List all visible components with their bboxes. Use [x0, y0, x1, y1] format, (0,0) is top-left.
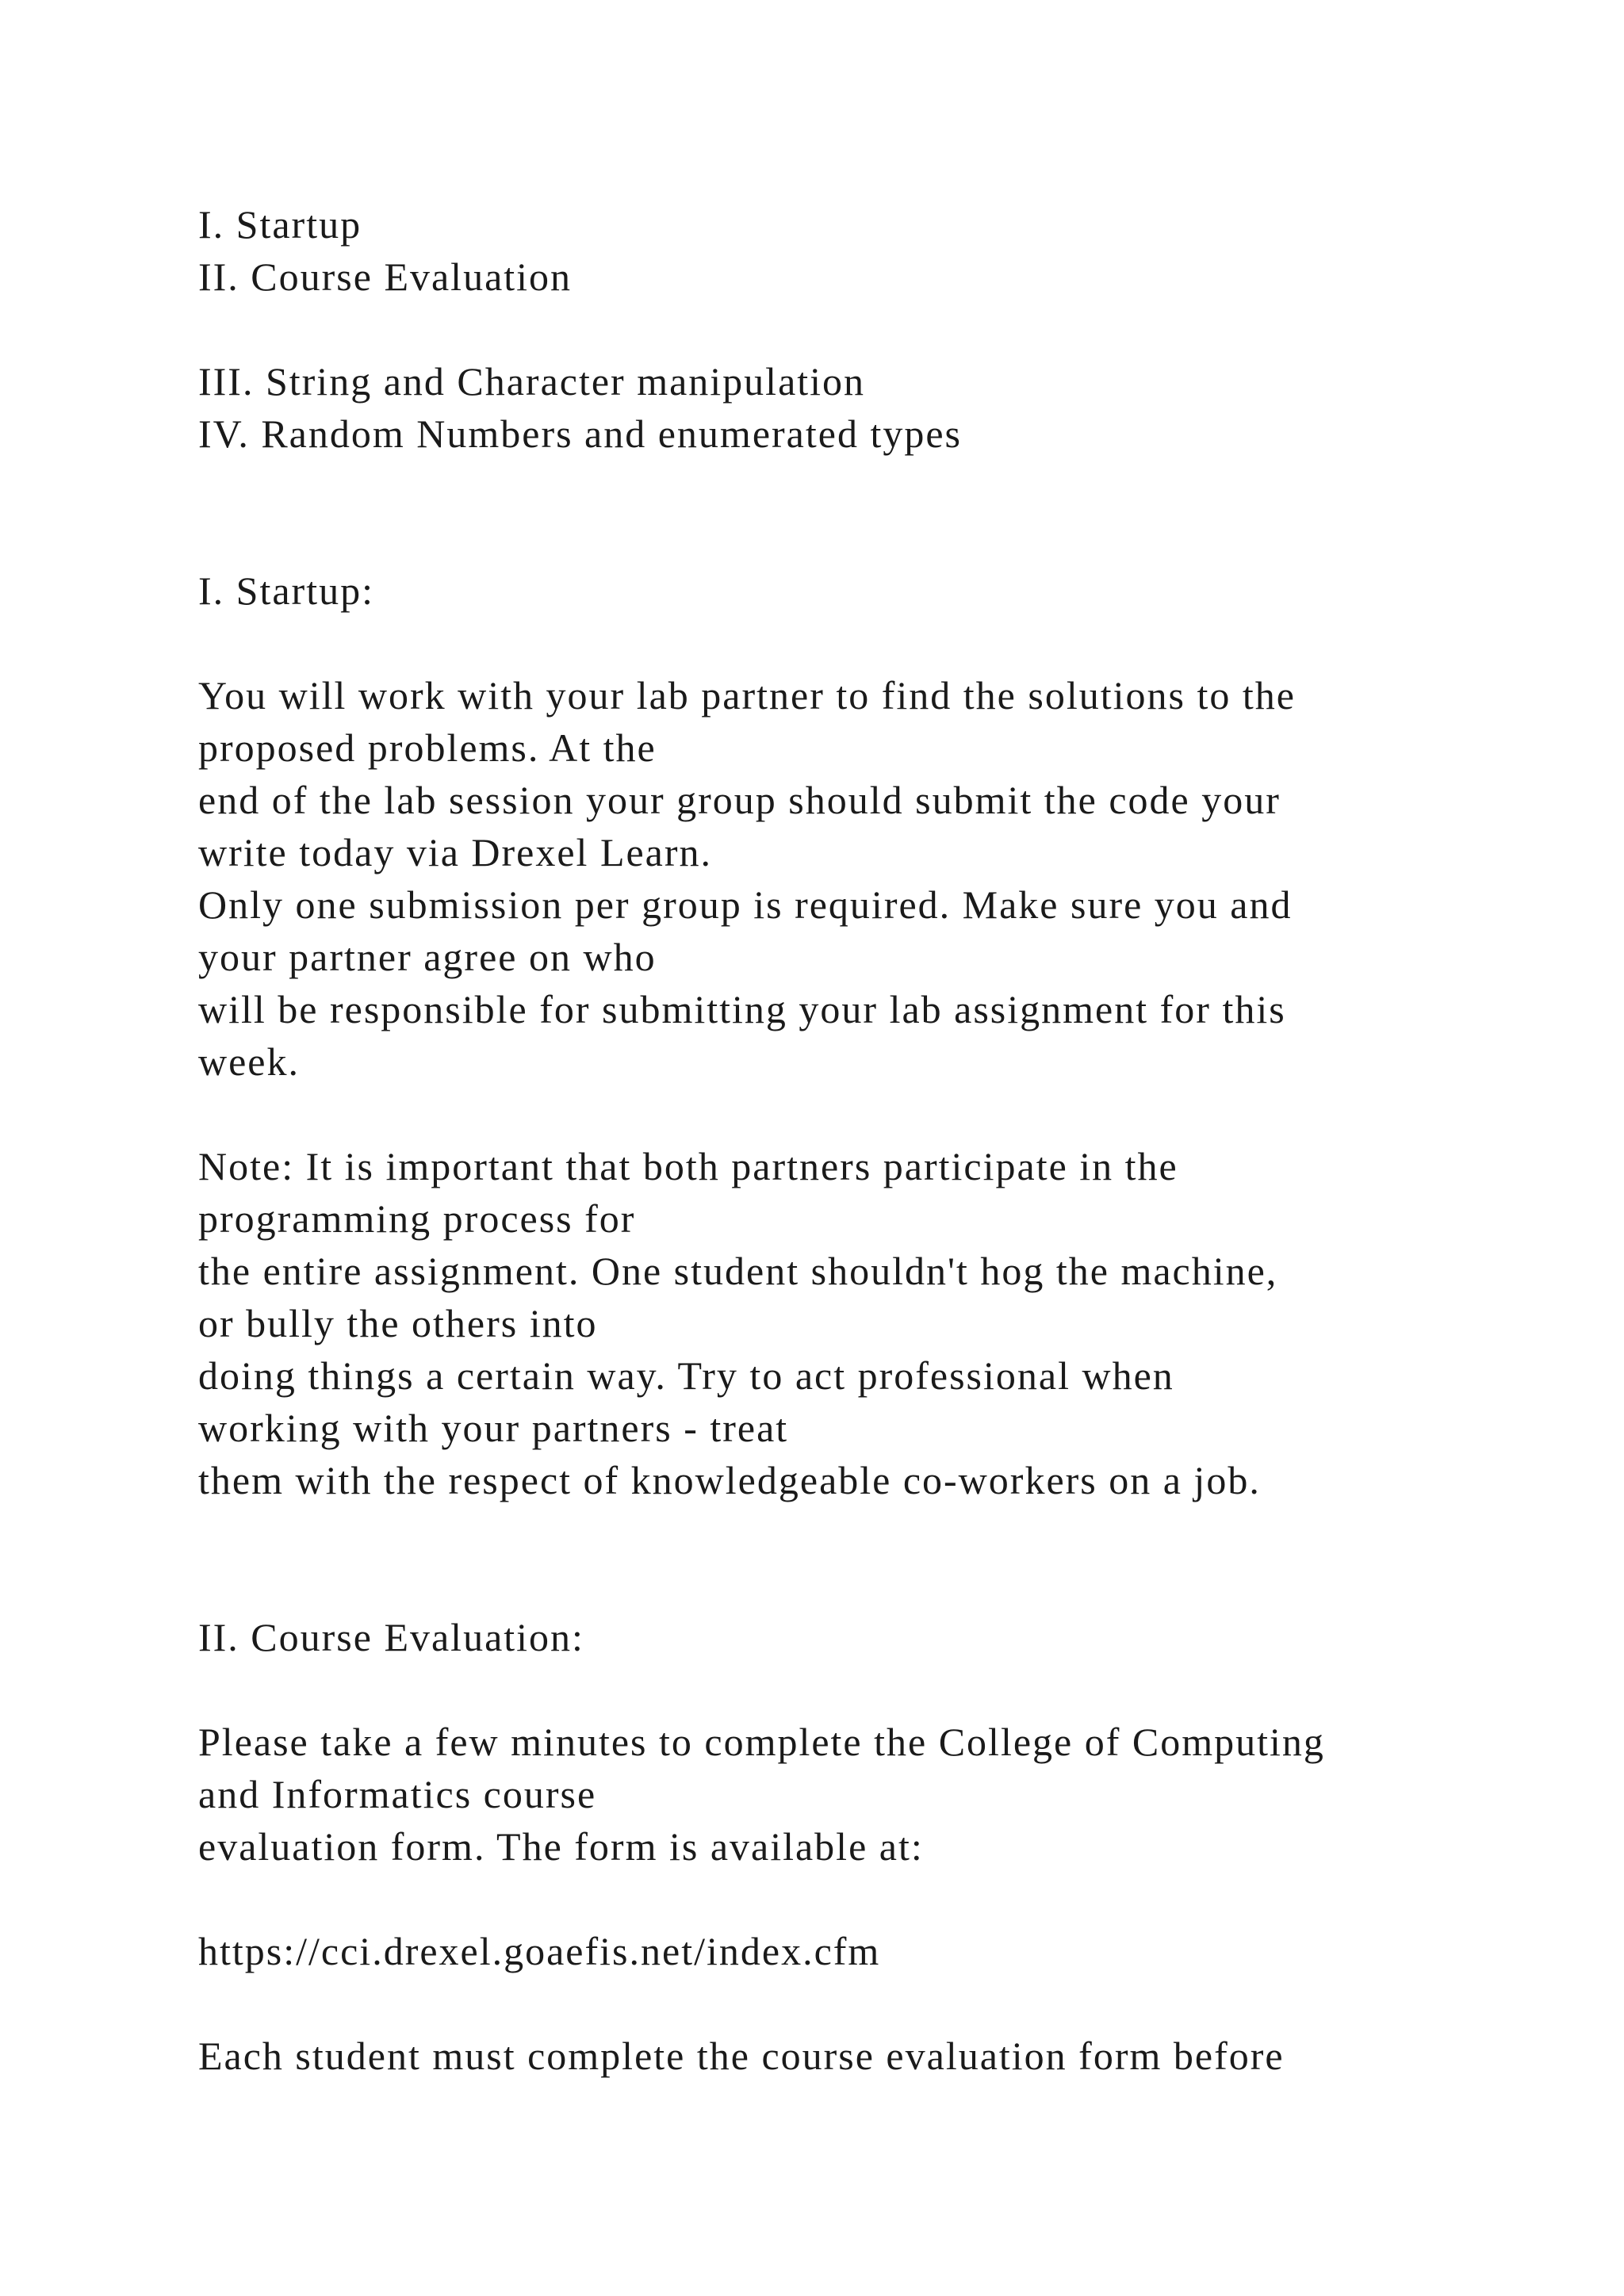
paragraph-line: working with your partners - treat [198, 1406, 789, 1450]
paragraph-line: evaluation form. The form is available at: [198, 1824, 924, 1869]
section-heading-startup: I. Startup: [198, 568, 374, 613]
spacer [198, 1873, 1546, 1925]
spacer [198, 460, 1546, 512]
toc-item-random-numbers: IV. Random Numbers and enumerated types [198, 411, 962, 456]
toc-item-string-manipulation: III. String and Character manipulation [198, 359, 866, 404]
paragraph-line: will be responsible for submitting your lab assignment for this [198, 987, 1286, 1031]
paragraph-line: Note: It is important that both partners participate in the [198, 1144, 1178, 1188]
paragraph-line: or bully the others into [198, 1301, 598, 1345]
paragraph-line: your partner agree on who [198, 935, 657, 979]
spacer [198, 1977, 1546, 2030]
toc-item-startup: I. Startup [198, 202, 362, 247]
toc-item-course-evaluation: II. Course Evaluation [198, 254, 573, 299]
evaluation-paragraph-2 [198, 2030, 1546, 2082]
table-of-contents [198, 198, 1546, 460]
evaluation-url: https://cci.drexel.goaefis.net/index.cfm [198, 1929, 881, 1973]
paragraph-line: Only one submission per group is required. Make sure you and [198, 882, 1293, 927]
paragraph-line: and Informatics course [198, 1772, 597, 1816]
toc-spacer [198, 303, 1546, 355]
paragraph-line: the entire assignment. One student shouldn't hog the machine, [198, 1249, 1278, 1293]
startup-paragraph-2 [198, 1140, 1546, 1506]
spacer [198, 1559, 1546, 1611]
spacer [198, 1506, 1546, 1559]
paragraph-line: Each student must complete the course evaluation form before [198, 2034, 1285, 2078]
paragraph-line: write today via Drexel Learn. [198, 830, 713, 874]
paragraph-line: Please take a few minutes to complete the College of Computing [198, 1720, 1325, 1764]
paragraph-line: end of the lab session your group should submit the code your [198, 778, 1281, 822]
spacer [198, 1663, 1546, 1716]
paragraph-line: week. [198, 1039, 300, 1084]
spacer [198, 1088, 1546, 1140]
section-startup [198, 564, 1546, 1506]
section-course-evaluation [198, 1611, 1546, 2082]
document-body [198, 198, 1546, 2082]
spacer [198, 512, 1546, 564]
startup-paragraph-1 [198, 669, 1546, 1088]
spacer [198, 617, 1546, 669]
paragraph-line: doing things a certain way. Try to act professional when [198, 1353, 1174, 1398]
section-heading-course-evaluation: II. Course Evaluation: [198, 1615, 584, 1659]
paragraph-line: proposed problems. At the [198, 725, 657, 770]
paragraph-line: them with the respect of knowledgeable co-workers on a job. [198, 1458, 1261, 1502]
evaluation-paragraph-1 [198, 1716, 1546, 1873]
paragraph-line: You will work with your lab partner to find the solutions to the [198, 673, 1296, 718]
paragraph-line: programming process for [198, 1196, 636, 1241]
